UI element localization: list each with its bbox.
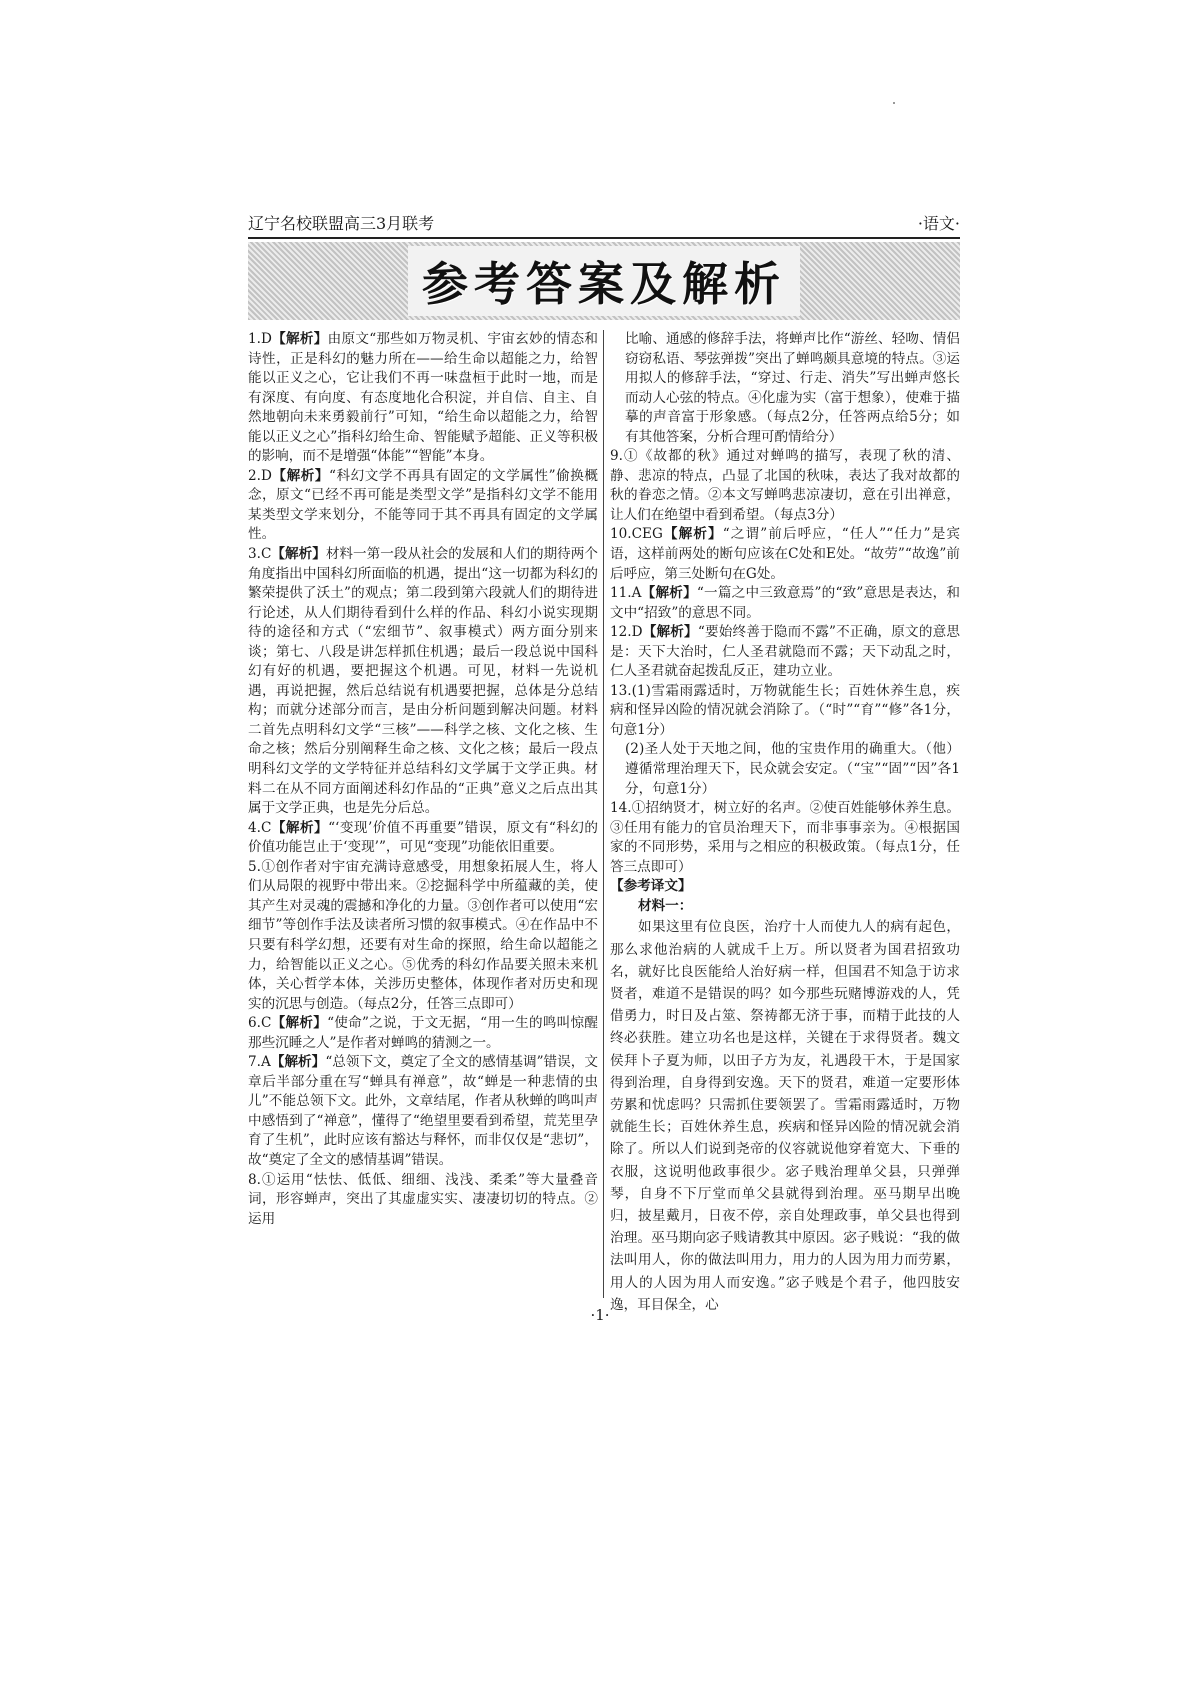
answer-number: 3.C: [248, 546, 272, 563]
analysis-tag: 【解析】: [641, 585, 697, 602]
answer-text: (2)圣人处于天地之间，他的宝贵作用的确重大。（他）遵循常理治理天下，民众就会安定。（“宝”“固”“因”各1分，句意1分）: [625, 741, 960, 797]
answer-number: 4.C: [248, 819, 272, 836]
answer-item: [610, 740, 960, 799]
answer-number: 13.: [610, 682, 632, 699]
answer-item: [610, 525, 960, 584]
answer-number: 11.A: [610, 585, 642, 602]
page-title: 参考答案及解析: [408, 246, 800, 316]
answer-number: 6.C: [248, 1015, 272, 1032]
answer-item: [610, 330, 960, 447]
right-column: [610, 330, 960, 1316]
answer-number: 9.: [610, 448, 623, 465]
answer-item: [248, 330, 598, 467]
analysis-tag: 【解析】: [271, 331, 328, 347]
answer-number: 7.A: [248, 1054, 271, 1071]
page-header: [248, 208, 960, 239]
analysis-tag: 【解析】: [270, 1054, 326, 1071]
answer-item: [248, 467, 598, 545]
analysis-tag: 【解析】: [271, 467, 329, 484]
subject-label: ·语文·: [917, 214, 960, 233]
translation-text: 如果这里有位良医，治疗十人而使九人的病有起色，那么求他治病的人就成千上万。所以贤者为国君招致功名，就好比良医能给人治好病一样，但国君不知急于访求贤者，难道不是错误的吗？如今那些玩赌博游戏的人，凭借勇力，时日及占筮、祭祷都无济于事，而精于此技的人终必获胜。建立功名也是这样，关键在于求得贤者。魏文侯拜卜子夏为师，以田子方为友，礼遇段干木，于是国家得到治理，自身得到安逸。天下的贤君，难道一定要形体劳累和忧虑吗？只需抓住要领罢了。雪霜雨露适时，万物就能生长；百姓休养生息，疾病和怪异凶险的情况就会消除了。所以人们说到尧帝的仪容就说他穿着宽大、下垂的衣服，这说明他政事很少。宓子贱治理单父县，只弹弹琴，自身不下厅堂而单父县就得到治理。巫马期早出晚归，披星戴月，日夜不停，亲自处理政事，单父县也得到治理。巫马期向宓子贱请教其中原因。宓子贱说：“我的做法叫用人，你的做法叫用力，用力的人因为用力而劳累，用人的人因为用人而安逸。”宓子贱是个君子，他四肢安逸，耳目保全，心: [610, 919, 960, 1313]
analysis-tag: 【解析】: [642, 624, 698, 641]
answer-text: “‘变现’价值不再重要”错误，原文有“科幻的价值功能岂止于‘变现’”，可见“变现”功能依旧重要。: [248, 819, 599, 856]
answer-item: [248, 819, 598, 858]
answer-number: 2.D: [248, 467, 272, 484]
answer-text: 由原文“那些如万物灵机、宇宙玄妙的情态和诗性，正是科幻的魅力所在——给生命以超能之力，给智能以正义之心，它让我们不再一味盘桓于此时一地，而是有深度、有向度、有态度地化合积淀，并自信、自主、自然地朝向未来勇毅前行”可知，“给生命以超能之力，给智能以正义之心”指科幻给生命、智能赋予超能、正义等积极的影响，而不是增强“体能”“智能”本身。: [248, 331, 598, 465]
translation-heading: 【参考译文】: [610, 878, 692, 895]
scan-speck: [893, 102, 895, 104]
analysis-tag: 【解析】: [662, 526, 723, 543]
exam-title: 辽宁名校联盟高三3月联考: [248, 214, 435, 233]
answer-text: (1)雪霜雨露适时，万物就能生长；百姓休养生息，疾病和怪异凶险的情况就会消除了。（“时”“育”“修”各1分，句意1分）: [610, 682, 960, 738]
answer-text: ①运用“怯怯、低低、细细、浅浅、柔柔”等大量叠音词，形容蝉声，突出了其虚虚实实、凄凄切切的特点。②运用: [248, 1171, 598, 1227]
answer-text: “总领下文，奠定了全文的感情基调”错误，文章后半部分重在写“蝉具有禅意”，故“蝉是一种悲情的虫儿”不能总领下文。此外，文章结尾，作者从秋蝉的鸣叫声中感悟到了“禅意”，懂得了“绝望里要看到希望，荒芜里孕育了生机”，此时应该有豁达与释怀，而非仅仅是“悲切”，故“奠定了全文的感情基调”错误。: [248, 1054, 599, 1168]
answer-text: 材料一第一段从社会的发展和人们的期待两个角度指出中国科幻所面临的机遇，提出“这一切都为科幻的繁荣提供了沃土”的观点；第二段到第六段就人们的期待进行论述，从人们期待看到什么样的作品、科幻小说实现期待的途径和方式（“宏细节”、叙事模式）两方面分别来谈；第七、八段是讲怎样抓住机遇；最后一段总说中国科幻有好的机遇，要把握这个机遇。可见，材料一先说机遇，再说把握，然后总结说有机遇要把握，总体是分总结构；而就分述部分而言，是由分析问题到解决问题。材料二首先点明科幻文学“三核”——科学之核、文化之核、生命之核；然后分别阐释生命之核、文化之核；最后一段点明科幻文学的文学特征并总结科幻文学属于文学正典。材料二在从不同方面阐述科幻作品的“正典”意义之后点出其属于文学正典，也是先分后总。: [248, 546, 598, 817]
answer-text: “要始终善于隐而不露”不正确，原文的意思是：天下大治时，仁人圣君就隐而不露；天下动乱之时，仁人圣君就奋起拨乱反正，建功立业。: [610, 624, 960, 680]
translation-subheading: 材料一：: [638, 897, 693, 914]
answer-item: [610, 623, 960, 682]
answer-item: [248, 545, 598, 819]
answer-text: “一篇之中三致意焉”的“致”意思是表达，和文中“招致”的意思不同。: [610, 585, 961, 621]
title-banner: [248, 242, 960, 320]
answer-number: 14.: [610, 800, 632, 817]
analysis-tag: 【解析】: [271, 546, 326, 563]
analysis-tag: 【解析】: [271, 819, 329, 836]
answer-item: [610, 584, 960, 623]
answer-text: ①招纳贤才，树立好的名声。②使百姓能够休养生息。③任用有能力的官员治理天下，而非事事亲为。④根据国家的不同形势，采用与之相应的积极政策。（每点1分，任答三点即可）: [610, 800, 960, 875]
analysis-tag: 【解析】: [271, 1015, 328, 1032]
answer-text: “使命”之说，于文无据，“用一生的鸣叫惊醒那些沉睡之人”是作者对蝉鸣的猜测之一。: [248, 1015, 598, 1051]
answer-item: [248, 1171, 598, 1230]
answer-text: “之谓”前后呼应，“任人”“任力”是宾语，这样前两处的断句应该在C处和E处。“故劳”“故逸”前后呼应，第三处断句在G处。: [610, 526, 960, 582]
answer-number: 8.: [248, 1171, 261, 1188]
answer-text: ①《故都的秋》通过对蝉鸣的描写，表现了秋的清、静、悲凉的特点，凸显了北国的秋味，表达了我对故都的秋的眷恋之情。②本文写蝉鸣悲凉凄切，意在引出禅意，让人们在绝望中看到希望。（每点3分）: [610, 448, 960, 523]
answer-item: [248, 858, 598, 1014]
answer-item: [248, 1053, 598, 1170]
answer-number: 5.: [248, 858, 261, 875]
answer-number: 12.D: [610, 624, 643, 641]
answer-number: 10.CEG: [610, 526, 663, 543]
answer-text: “科幻文学不再具有固定的文学属性”偷换概念，原文“已经不再可能是类型文学”是指科幻文学不能用某类型文学来划分，不能等同于其不再具有固定的文学属性。: [248, 467, 599, 543]
column-divider: [603, 330, 604, 1298]
right-answers: [610, 330, 960, 877]
answer-text: ①创作者对宇宙充满诗意感受，用想象拓展人生，将人们从局限的视野中带出来。②挖掘科学中所蕴藏的美，使其产生对灵魂的震撼和净化的力量。③创作者可以使用“宏细节”等创作手法及读者所习惯的叙事模式。④在作品中不只要有科学幻想，还要有对生命的探照，给生命以超能之力，给智能以正义之心。⑤优秀的科幻作品要关照未来机体，关心哲学本体，关涉历史整体，体现作者对历史和现实的沉思与创造。（每点2分，任答三点即可）: [248, 858, 598, 1012]
answer-item: [610, 447, 960, 525]
answer-text: 比喻、通感的修辞手法，将蝉声比作“游丝、轻吻、情侣窃窃私语、琴弦弹拨”突出了蝉鸣颇具意境的特点。③运用拟人的修辞手法，“穿过、行走、消失”写出蝉声悠长而动人心弦的特点。④化虚为实（富于想象），使难于描摹的声音富于形象感。（每点2分，任答两点给5分；如有其他答案，分析合理可酌情给分）: [625, 331, 960, 445]
answer-item: [248, 1014, 598, 1053]
answer-item: [610, 682, 960, 741]
answer-number: 1.D: [248, 331, 272, 347]
page-number: ·1·: [590, 1306, 610, 1324]
answer-item: [610, 799, 960, 877]
left-column: [248, 330, 598, 1229]
